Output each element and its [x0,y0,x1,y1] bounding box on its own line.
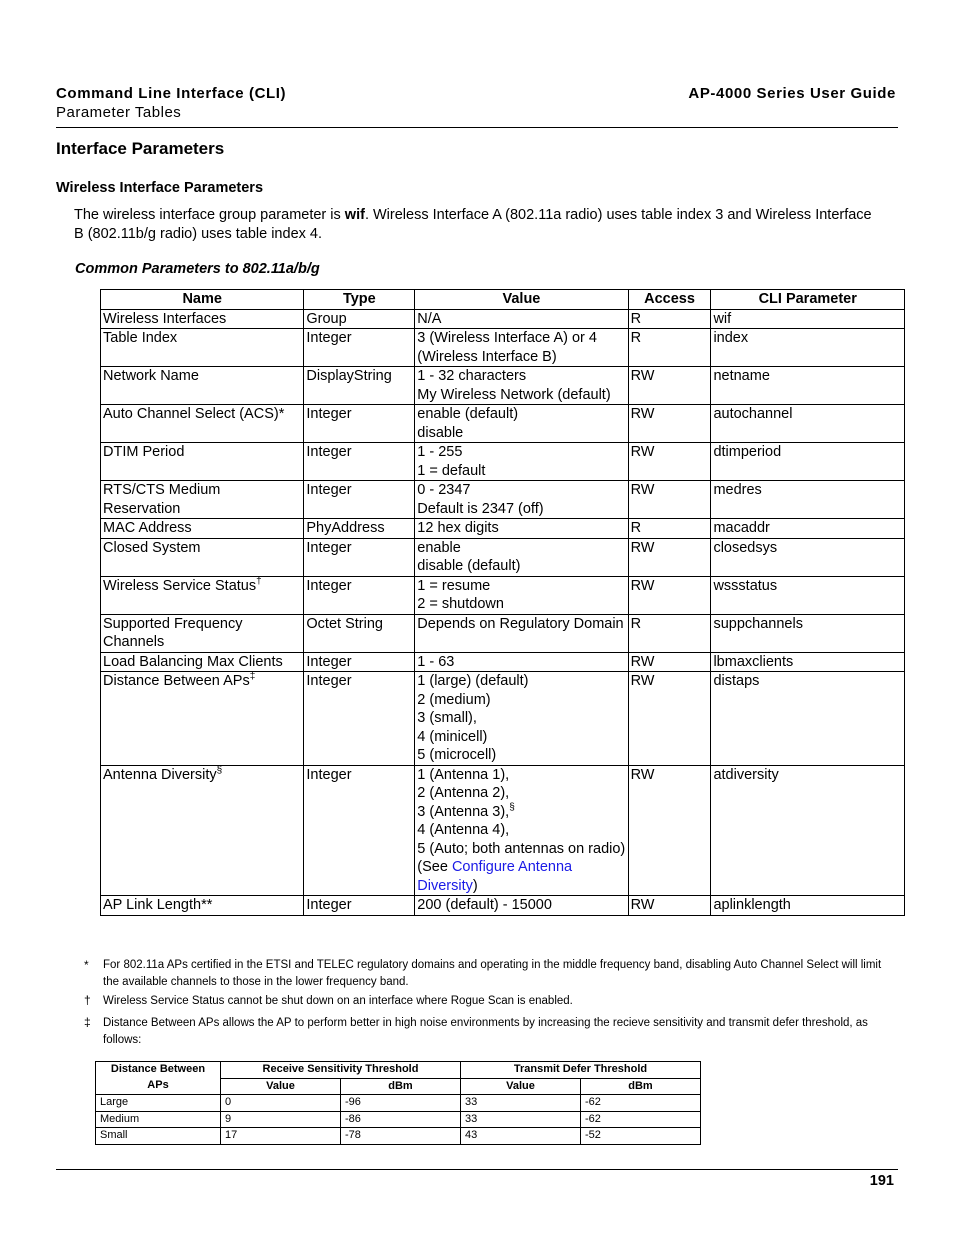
see-prefix: (See [417,859,452,875]
value-line [417,595,625,614]
param-name: MAC Address [103,520,192,536]
value-line [417,577,625,596]
intro-text-bold: wif [344,207,365,223]
value-text: 0 - 2347 [417,482,471,498]
cell-access: RW [628,576,711,614]
footnote-ref: § [509,801,515,813]
value-text: 3 (Antenna 3), [417,803,510,820]
value-line [417,481,625,500]
cell-tx-value: 33 [461,1111,581,1128]
cell-access: RW [628,443,711,481]
cell-cli-parameter: index [711,329,905,367]
param-name: Table Index [103,330,178,346]
value-text: 1 (Antenna 1), [417,766,510,783]
header-receive-sensitivity: Receive Sensitivity Threshold [221,1062,461,1079]
cell-value [415,652,628,672]
table-row [101,329,905,367]
cell-tx-value: 33 [461,1095,581,1112]
cell-access: RW [628,538,711,576]
cell-name [101,519,304,539]
cell-tx-dbm: -62 [581,1095,701,1112]
value-text: 1 (large) (default) [417,673,529,689]
cell-tx-dbm: -62 [581,1111,701,1128]
intro-text-before: The wireless interface group parameter is [74,207,345,223]
cell-name [101,367,304,405]
cell-access: RW [628,405,711,443]
value-line [417,728,625,747]
header-transmit-defer: Transmit Defer Threshold [461,1062,701,1079]
cell-name [101,896,304,916]
header-section-subtitle: Parameter Tables [56,104,182,121]
value-text: 3 (Wireless Interface A) or 4 (Wireless Interface B) [417,330,597,365]
header-type: Type [304,290,415,310]
value-line [417,653,625,672]
cell-value [415,329,628,367]
cell-type: Integer [304,652,415,672]
value-line [417,367,625,386]
param-name: Distance Between APs [103,673,250,689]
table-row [101,538,905,576]
cell-rx-value: 17 [221,1128,341,1145]
footnote-mark: * [84,958,89,972]
cell-type: Integer [304,538,415,576]
cell-name [101,614,304,652]
value-line [417,462,625,481]
table-row [96,1128,701,1145]
cell-type: DisplayString [304,367,415,405]
distance-thresholds-table [95,1061,701,1145]
value-text: 1 = resume [417,577,491,594]
cell-name [101,481,304,519]
table-row [101,309,905,329]
table-row [101,652,905,672]
value-text: 12 hex digits [417,520,499,536]
value-line [417,709,625,728]
cell-cli-parameter: lbmaxclients [711,652,905,672]
param-name: RTS/CTS Medium Reservation [103,482,221,517]
value-line [417,746,625,765]
cell-tx-value: 43 [461,1128,581,1145]
value-line [417,615,625,634]
cell-name [101,443,304,481]
intro-paragraph [74,206,884,244]
cell-cli-parameter: autochannel [711,405,905,443]
table-row [101,481,905,519]
value-line [417,858,625,895]
cell-distance: Large [96,1095,221,1112]
value-text: 200 (default) - 15000 [417,897,552,913]
cell-access: R [628,309,711,329]
table-caption: Common Parameters to 802.11a/b/g [75,261,320,277]
table-row [101,672,905,766]
cell-value [415,538,628,576]
footnote-mark: † [84,993,91,1007]
table-row [96,1095,701,1112]
configure-antenna-diversity-link[interactable]: Configure Antenna Diversity [417,859,573,894]
table-row [96,1111,701,1128]
value-line [417,766,625,785]
cell-name [101,309,304,329]
cell-cli-parameter: medres [711,481,905,519]
cell-distance: Medium [96,1111,221,1128]
header-tx-dbm: dBm [581,1078,701,1095]
value-text: 3 (small), [417,710,477,726]
parameters-table [100,289,905,916]
table-header-row [96,1062,701,1079]
table-row [101,443,905,481]
cell-cli-parameter: atdiversity [711,765,905,896]
value-line [417,500,625,519]
table-row [101,405,905,443]
cell-type: Integer [304,765,415,896]
cell-access: RW [628,481,711,519]
table-header-row [101,290,905,310]
cell-cli-parameter: closedsys [711,538,905,576]
cell-name [101,765,304,896]
value-line [417,672,625,691]
param-name: Load Balancing Max Clients [103,653,283,670]
value-line [417,386,625,405]
value-line [417,691,625,710]
cell-type: Integer [304,481,415,519]
cell-type: Integer [304,576,415,614]
cell-value [415,765,628,896]
param-name: Network Name [103,368,199,384]
param-name: Wireless Interfaces [103,310,227,327]
cell-rx-value: 9 [221,1111,341,1128]
see-suffix: ) [472,877,478,894]
cell-cli-parameter: aplinklength [711,896,905,916]
cell-cli-parameter: wif [711,309,905,329]
value-text: 5 (Auto; both antennas on radio) [417,840,626,857]
header-tx-value: Value [461,1078,581,1095]
cell-name [101,405,304,443]
cell-access: RW [628,367,711,405]
value-line [417,405,625,424]
cell-distance: Small [96,1128,221,1145]
value-line [417,424,625,443]
cell-access: R [628,519,711,539]
cell-cli-parameter: suppchannels [711,614,905,652]
cell-rx-dbm: -96 [341,1095,461,1112]
cell-cli-parameter: macaddr [711,519,905,539]
cell-access: RW [628,672,711,766]
param-name: Closed System [103,539,201,556]
cell-access: RW [628,896,711,916]
table-row [101,576,905,614]
subsection-title: Wireless Interface Parameters [56,180,264,196]
value-text: 1 - 32 characters [417,368,527,384]
cell-value [415,672,628,766]
param-name: DTIM Period [103,444,185,460]
cell-cli-parameter: wssstatus [711,576,905,614]
cell-cli-parameter: dtimperiod [711,443,905,481]
footnote-text: Wireless Service Status cannot be shut down on an interface where Rogue Scan is enabled. [103,995,573,1007]
value-text: 2 (medium) [417,691,491,708]
cell-cli-parameter: distaps [711,672,905,766]
cell-type: Integer [304,672,415,766]
cell-type: PhyAddress [304,519,415,539]
value-text: 1 - 255 [417,444,463,460]
footer-rule [56,1169,898,1170]
header-name: Name [101,290,304,310]
header-rx-dbm: dBm [341,1078,461,1095]
header-cli-parameter: CLI Parameter [711,290,905,310]
value-line [417,821,625,840]
footnote-ref: § [216,764,223,776]
cell-name [101,672,304,766]
value-line [417,557,625,576]
section-title: Interface Parameters [56,139,225,158]
header-rx-value: Value [221,1078,341,1095]
cell-access: R [628,329,711,367]
cell-value [415,896,628,916]
value-text: enable (default) [417,406,519,422]
header-guide-title: AP-4000 Series User Guide [688,85,896,102]
header-chapter-title: Command Line Interface (CLI) [56,85,287,102]
footnote-ref: ‡ [249,671,256,682]
value-text: 4 (minicell) [417,728,488,745]
cell-value [415,405,628,443]
header-access: Access [628,290,711,310]
param-name: Antenna Diversity [103,766,217,783]
cell-name [101,329,304,367]
cell-value [415,367,628,405]
value-text: 1 = default [417,462,486,479]
table-row [101,367,905,405]
value-text: Depends on Regulatory Domain [417,615,624,632]
intro-text-after: . Wireless Interface A (802.11a radio) uses table index 3 and Wireless Interface B (802.11b/g radio) uses table index 4. [74,207,872,242]
header-value: Value [415,290,628,310]
cell-value [415,443,628,481]
footnote-mark: ‡ [84,1015,91,1029]
cell-value [415,519,628,539]
value-line [417,784,625,803]
param-name: Wireless Service Status [103,577,257,594]
value-line [417,539,625,558]
cell-type: Integer [304,405,415,443]
value-line [417,519,625,538]
cell-value [415,309,628,329]
value-text: 2 = shutdown [417,596,504,612]
cell-rx-value: 0 [221,1095,341,1112]
value-text: Default is 2347 (off) [417,500,544,517]
page-number: 191 [869,1173,894,1189]
cell-access: RW [628,765,711,896]
param-name: Supported Frequency Channels [103,615,243,650]
cell-type: Octet String [304,614,415,652]
table-row [101,519,905,539]
cell-type: Integer [304,896,415,916]
value-text: 4 (Antenna 4), [417,822,510,838]
cell-access: R [628,614,711,652]
table-row [101,614,905,652]
cell-type: Integer [304,329,415,367]
header-distance: Distance Between APs [96,1062,221,1095]
value-text: 1 - 63 [417,653,455,670]
cell-access: RW [628,652,711,672]
cell-type: Group [304,309,415,329]
cell-name [101,652,304,672]
cell-rx-dbm: -78 [341,1128,461,1145]
table-row [101,765,905,896]
value-line [417,443,625,462]
cell-name [101,538,304,576]
cell-cli-parameter: netname [711,367,905,405]
value-text: 2 (Antenna 2), [417,785,510,801]
value-text: disable (default) [417,558,521,574]
param-name: AP Link Length** [103,897,213,913]
value-text: 5 (microcell) [417,747,497,763]
header-rule [56,127,898,128]
cell-value [415,481,628,519]
value-line [417,803,625,822]
cell-value [415,576,628,614]
cell-rx-dbm: -86 [341,1111,461,1128]
cell-name [101,576,304,614]
cell-type: Integer [304,443,415,481]
footnote-ref: † [256,575,262,587]
value-text: My Wireless Network (default) [417,386,611,403]
value-text: enable [417,539,461,556]
footnote-text: For 802.11a APs certified in the ETSI and TELEC regulatory domains and operating in the middle frequency band, disabling Auto Channel Select will limit the available channels to those in the lower frequency band. [103,959,882,988]
cell-tx-dbm: -52 [581,1128,701,1145]
param-name: Auto Channel Select (ACS)* [103,406,285,422]
value-line [417,840,625,859]
value-line [417,310,625,329]
cell-value [415,614,628,652]
value-text: N/A [417,310,442,327]
table-row [101,896,905,916]
value-line [417,329,625,366]
footnote-text: Distance Between APs allows the AP to perform better in high noise environments by increasing the recieve sensitivity and transmit defer threshold, as follows: [103,1017,868,1046]
value-text: disable [417,424,464,441]
value-line [417,896,625,915]
